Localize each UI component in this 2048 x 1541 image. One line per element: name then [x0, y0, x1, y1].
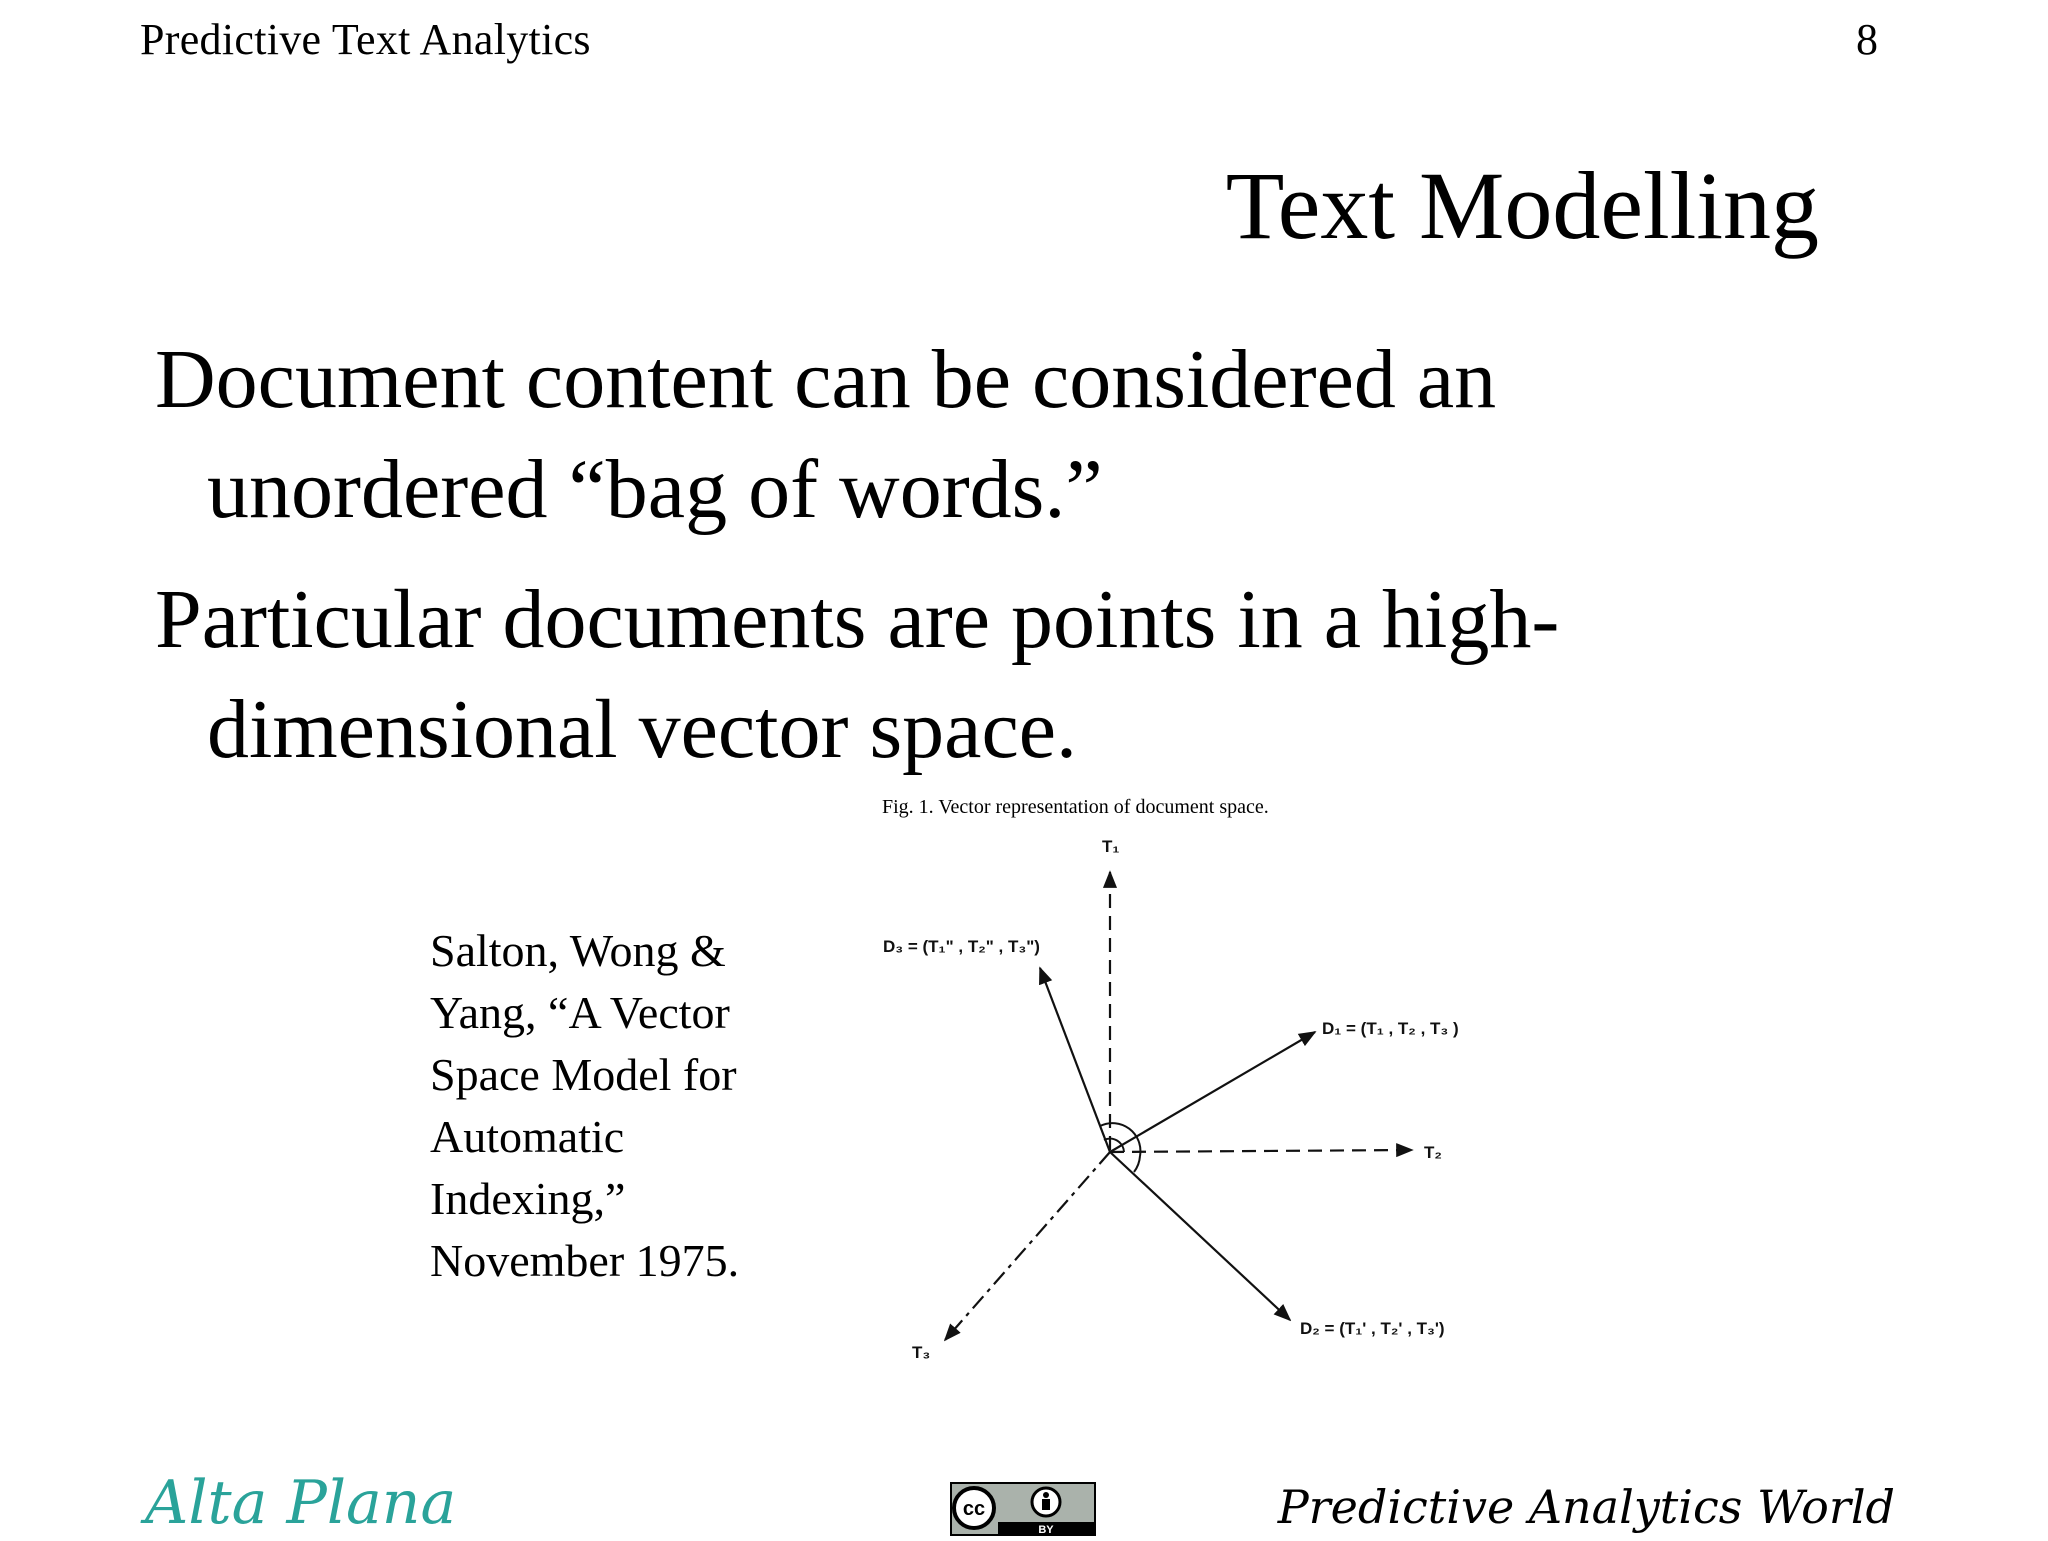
bullet-1-line-2: unordered “bag of words.”	[207, 443, 1103, 536]
d1-vector	[1110, 1032, 1315, 1152]
alta-plana-logo: Alta Plana	[145, 1468, 457, 1538]
citation-line: Space Model for	[430, 1049, 737, 1100]
origin-arc-lower	[1134, 1156, 1140, 1172]
bullet-1	[155, 325, 1775, 545]
citation-line: Yang, “A Vector	[430, 987, 730, 1038]
d3-label: D₃ = (T₁" , T₂" , T₃")	[883, 937, 1040, 956]
d3-vector	[1040, 968, 1110, 1152]
bullet-2-line-1: Particular documents are points in a high-	[155, 573, 1560, 666]
d2-vector	[1110, 1152, 1290, 1320]
figure-caption: Fig. 1. Vector representation of document space.	[882, 796, 1269, 818]
origin-arc	[1100, 1123, 1140, 1156]
bullet-2-line-2: dimensional vector space.	[207, 683, 1078, 776]
d1-label: D₁ = (T₁ , T₂ , T₃ )	[1322, 1019, 1459, 1038]
bullet-1-line-1: Document content can be considered an	[155, 333, 1497, 426]
bullet-2	[155, 565, 1775, 785]
citation-line: Automatic	[430, 1111, 625, 1162]
by-text: BY	[1038, 1524, 1054, 1536]
header-title: Predictive Text Analytics	[140, 15, 591, 64]
origin-arc-inner	[1104, 1139, 1124, 1152]
t1-label: T₁	[1102, 837, 1120, 856]
t3-label: T₃	[912, 1343, 931, 1362]
cc-by-license-icon	[950, 1482, 1096, 1536]
cc-text: cc	[962, 1498, 986, 1520]
page-number: 8	[1856, 15, 1878, 64]
t2-label: T₂	[1424, 1143, 1442, 1162]
d2-label: D₂ = (T₁' , T₂' , T₃')	[1300, 1319, 1445, 1338]
citation	[430, 920, 830, 1292]
footer-event-name: Predictive Analytics World	[1277, 1480, 1895, 1534]
citation-line: November 1975.	[430, 1235, 740, 1286]
slide-title: Text Modelling	[1225, 152, 1819, 259]
citation-line: Indexing,”	[430, 1173, 626, 1224]
t3-axis	[945, 1152, 1110, 1340]
citation-line: Salton, Wong &	[430, 925, 726, 976]
t2-axis	[1110, 1150, 1412, 1152]
